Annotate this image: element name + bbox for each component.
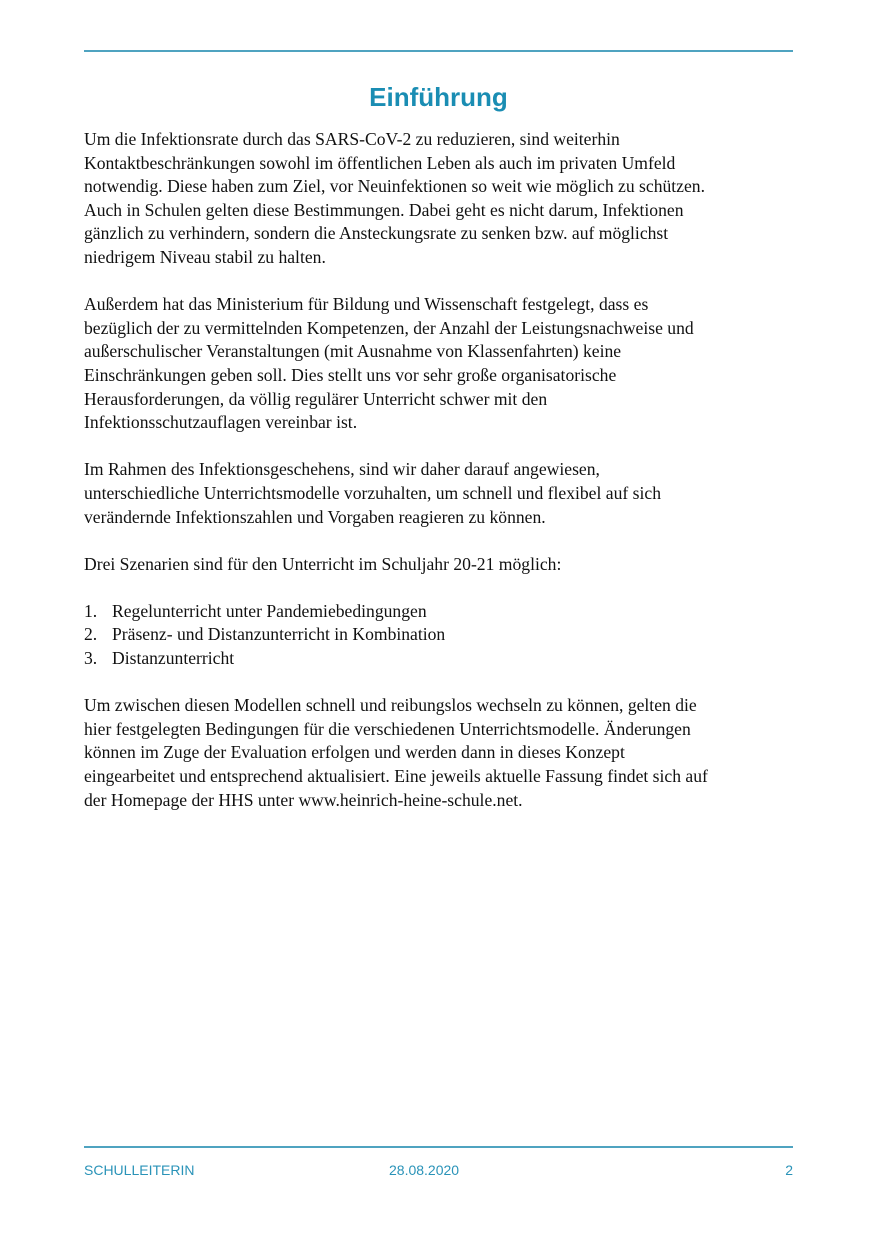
- page-title: Einführung: [369, 82, 508, 112]
- text-line: Außerdem hat das Ministerium für Bildung und Wissenschaft festgelegt, dass es: [84, 294, 649, 315]
- text-line: hier festgelegten Bedingungen für die verschiedenen Unterrichtsmodelle. Änderungen: [84, 718, 691, 739]
- scenario-item: [84, 647, 799, 671]
- paragraph-closing: [84, 694, 799, 812]
- header-rule: [84, 50, 793, 52]
- scenario-number: 2.: [84, 624, 98, 645]
- text-line: außerschulischer Veranstaltungen (mit Ausnahme von Klassenfahrten) keine: [84, 341, 622, 362]
- scenario-text: Distanzunterricht: [112, 648, 235, 669]
- text-line: Um die Infektionsrate durch das SARS-CoV-2 zu reduzieren, sind weiterhin: [84, 129, 620, 149]
- text-line: Kontaktbeschränkungen sowohl im öffentlichen Leben als auch im privaten Umfeld: [84, 152, 676, 173]
- text-line: eingearbeitet und entsprechend aktualisiert. Eine jeweils aktuelle Fassung findet sich auf: [84, 766, 708, 787]
- scenario-number: 3.: [84, 648, 98, 669]
- text-line: Um zwischen diesen Modellen schnell und reibungslos wechseln zu können, gelten die: [84, 695, 697, 716]
- paragraph-models: [84, 458, 799, 529]
- text-line: Auch in Schulen gelten diese Bestimmungen. Dabei geht es nicht darum, Infektionen: [84, 199, 684, 220]
- text-line: Im Rahmen des Infektionsgeschehens, sind wir daher darauf angewiesen,: [84, 459, 600, 480]
- text-line: niedrigem Niveau stabil zu halten.: [84, 246, 326, 267]
- text-line: unterschiedliche Unterrichtsmodelle vorzuhalten, um schnell und flexibel auf sich: [84, 482, 661, 503]
- text-line: Drei Szenarien sind für den Unterricht im Schuljahr 20-21 möglich:: [84, 553, 562, 574]
- text-line: gänzlich zu verhindern, sondern die Ansteckungsrate zu senken bzw. auf möglichst: [84, 223, 669, 244]
- page-footer: [84, 1160, 793, 1180]
- scenario-text: Regelunterricht unter Pandemiebedingungen: [112, 600, 427, 621]
- text-line: der Homepage der HHS unter www.heinrich-heine-schule.net.: [84, 789, 523, 810]
- scenario-text: Präsenz- und Distanzunterricht in Kombination: [112, 624, 446, 645]
- paragraph-intro: [84, 128, 799, 270]
- document-body: [84, 128, 799, 836]
- footer-rule: [84, 1146, 793, 1148]
- text-line: können im Zuge der Evaluation erfolgen und werden dann in dieses Konzept: [84, 742, 625, 763]
- footer-date: 28.08.2020: [389, 1162, 460, 1178]
- text-line: Infektionsschutzauflagen vereinbar ist.: [84, 412, 358, 433]
- text-line: bezüglich der zu vermittelnden Kompetenzen, der Anzahl der Leistungsnachweise und: [84, 317, 694, 338]
- footer-author: SCHULLEITERIN: [84, 1162, 195, 1178]
- text-line: Herausforderungen, da völlig regulärer Unterricht schwer mit den: [84, 388, 548, 409]
- footer-page-number: 2: [785, 1162, 793, 1178]
- scenario-number: 1.: [84, 600, 98, 621]
- scenario-list: [84, 600, 799, 671]
- text-line: verändernde Infektionszahlen und Vorgaben reagieren zu können.: [84, 506, 546, 527]
- text-line: notwendig. Diese haben zum Ziel, vor Neuinfektionen so weit wie möglich zu schützen.: [84, 176, 705, 197]
- paragraph-ministry: [84, 293, 799, 435]
- paragraph-scenarios-intro: [84, 553, 799, 577]
- scenario-item: [84, 623, 799, 647]
- scenario-item: [84, 600, 799, 624]
- text-line: Einschränkungen geben soll. Dies stellt uns vor sehr große organisatorische: [84, 364, 617, 385]
